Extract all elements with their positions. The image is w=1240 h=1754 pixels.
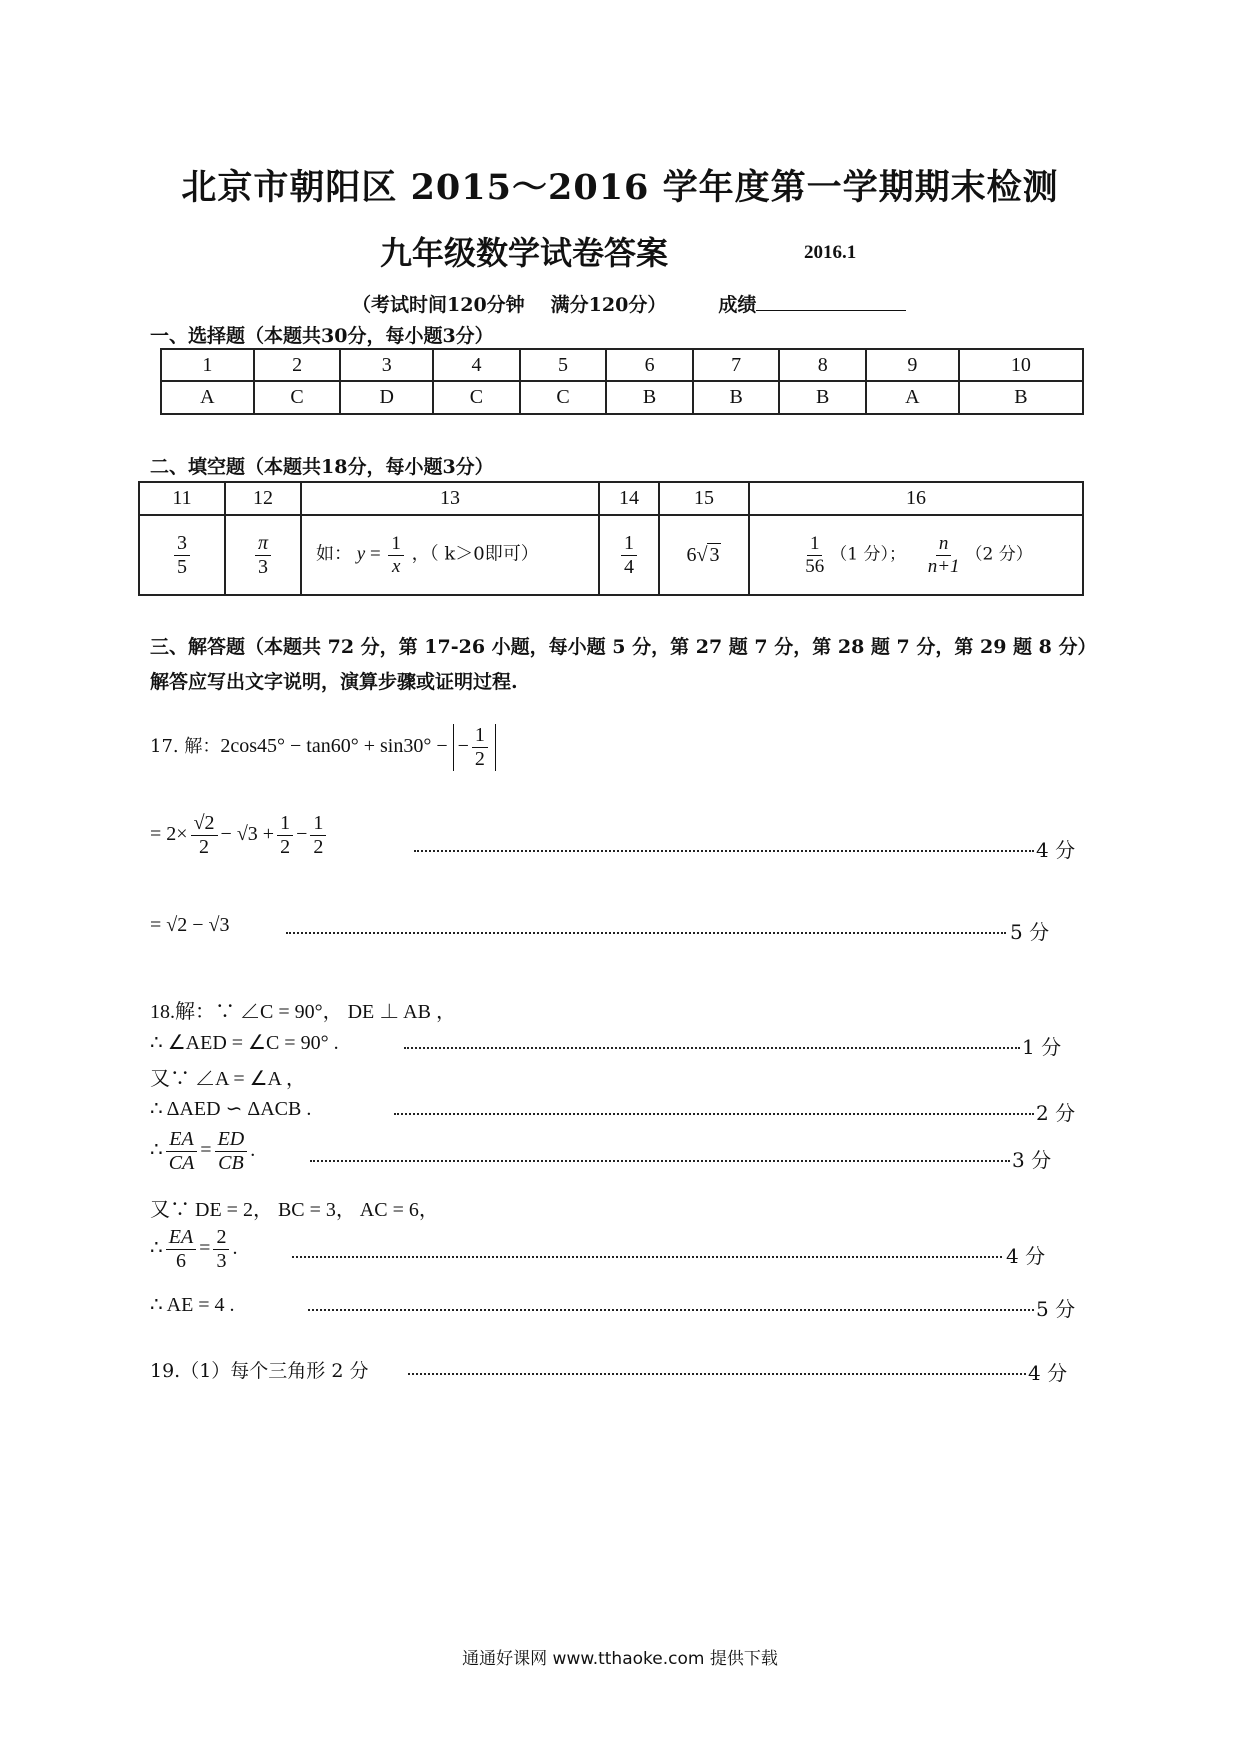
section1-heading: 一、选择题（本题共30分，每小题3分） [150, 325, 494, 347]
q17-line1 [150, 724, 496, 771]
q18-line4-score: 2 分 [1036, 1101, 1076, 1125]
equals: = [199, 1237, 211, 1260]
denominator: 2 [313, 836, 324, 858]
choice-answer: B [779, 381, 866, 414]
fraction [174, 532, 190, 579]
numerator: 1 [621, 532, 637, 556]
period: . [232, 1237, 238, 1260]
numerator: n [936, 533, 952, 556]
numerator: 2 [213, 1226, 229, 1250]
fill-answer-12 [225, 515, 301, 595]
step-prefix: = 2× [150, 823, 188, 846]
q17-step2-score: 5 分 [1010, 920, 1050, 944]
document-date: 2016.1 [804, 242, 857, 263]
q17-step1 [150, 812, 329, 859]
page-footer: 通通好课网 www.tthaoke.com 提供下载 [462, 1649, 778, 1669]
numerator: 3 [174, 532, 190, 556]
choice-answer-table [160, 348, 1084, 415]
example-prefix: 如： [316, 543, 352, 565]
score-blank[interactable] [756, 292, 906, 311]
choice-number: 4 [433, 349, 520, 381]
dotted-leader [404, 1047, 1020, 1049]
denominator: 5 [177, 555, 187, 578]
therefore: ∴ [150, 1237, 163, 1260]
dotted-leader [292, 1256, 1002, 1258]
exam-info [352, 290, 906, 317]
denominator: CB [218, 1152, 244, 1174]
dotted-leader [408, 1373, 1026, 1375]
numerator: 1 [277, 812, 293, 836]
numerator: EA [166, 1128, 196, 1152]
numerator: 1 [807, 533, 823, 556]
fill-number-row [139, 482, 1083, 515]
fraction [215, 1128, 248, 1175]
denominator: 2 [474, 748, 485, 770]
fraction [925, 533, 963, 578]
choice-number-row [161, 349, 1083, 381]
section2-heading: 二、填空题（本题共18分，每小题3分） [150, 456, 494, 478]
fraction [472, 724, 488, 771]
exam-full-label: 满分120分） [550, 294, 667, 316]
fraction [277, 812, 293, 859]
fraction [802, 533, 827, 578]
fill-number: 12 [225, 482, 301, 515]
fraction [310, 812, 326, 859]
dotted-leader [286, 932, 1006, 934]
q18-line2-score: 1 分 [1022, 1035, 1062, 1059]
denominator: 3 [216, 1250, 227, 1272]
choice-number: 2 [254, 349, 341, 381]
sqrt: √ 3 [696, 543, 720, 566]
q19-line1: 19.（1）每个三角形 2 分 [150, 1360, 369, 1382]
points-text: （1 分）； [830, 544, 906, 565]
numerator: ED [215, 1128, 248, 1152]
equals: = [369, 543, 381, 565]
fill-number: 13 [301, 482, 599, 515]
choice-number: 9 [866, 349, 959, 381]
numerator: 1 [388, 533, 404, 556]
numerator: EA [166, 1226, 196, 1250]
fraction [621, 532, 637, 579]
q18-line3: 又∵ ∠A = ∠A ， [150, 1068, 306, 1090]
choice-answer: B [693, 381, 780, 414]
fill-answer-table [138, 481, 1084, 596]
var-y: y [356, 543, 366, 565]
choice-answer: D [340, 381, 433, 414]
fraction [191, 812, 218, 859]
choice-number: 6 [606, 349, 693, 381]
q18-line8: ∴ AE = 4 . [150, 1294, 235, 1316]
score-label: 成绩 [718, 294, 757, 316]
numerator: π [255, 532, 271, 556]
fraction [166, 1128, 198, 1175]
choice-number: 3 [340, 349, 433, 381]
fill-answer-16 [749, 515, 1083, 595]
choice-number: 8 [779, 349, 866, 381]
q18-line8-score: 5 分 [1036, 1297, 1076, 1321]
document-subtitle: 九年级数学试卷答案 [380, 234, 669, 272]
period: . [250, 1139, 256, 1162]
choice-answer: B [606, 381, 693, 414]
denominator: x [391, 555, 401, 577]
q18-line1: 18.解：∵ ∠C = 90°， DE ⊥ AB ， [150, 1001, 456, 1023]
q18-line7-score: 4 分 [1006, 1244, 1046, 1268]
fill-number: 15 [659, 482, 749, 515]
denominator: 3 [258, 555, 268, 578]
fill-number: 14 [599, 482, 659, 515]
dotted-leader [308, 1309, 1034, 1311]
denominator: 6 [175, 1250, 186, 1272]
fill-number: 11 [139, 482, 225, 515]
fraction [166, 1226, 196, 1273]
choice-answer: C [433, 381, 520, 414]
fraction [255, 532, 271, 579]
q19-line1-score: 4 分 [1028, 1361, 1068, 1385]
choice-number: 5 [520, 349, 607, 381]
numerator: √2 [191, 812, 218, 836]
coefficient: 6 [686, 543, 697, 566]
numerator: 1 [310, 812, 326, 836]
q18-line6: 又∵ DE = 2， BC = 3， AC = 6， [150, 1199, 439, 1221]
denominator: 56 [805, 555, 825, 577]
choice-answer: A [161, 381, 254, 414]
fill-answer-row [139, 515, 1083, 595]
denominator: n+1 [927, 555, 960, 577]
step-middle: − √3 + [220, 823, 275, 846]
condition-text: ，（ k＞0即可） [411, 543, 539, 565]
section3-heading: 三、解答题（本题共 72 分，第 17-26 小题，每小题 5 分，第 27 题 7 分，第 28 题 7 分，第 29 题 8 分）解答应写出文字说明，演算步骤或证明过程. [150, 636, 1097, 693]
exam-time-label: （考试时间120分钟 [352, 294, 525, 316]
fill-answer-15 [659, 515, 749, 595]
fill-answer-14 [599, 515, 659, 595]
fill-answer-13 [301, 515, 599, 595]
dotted-leader [414, 850, 1034, 852]
denominator: 2 [199, 836, 210, 858]
equals: = [200, 1139, 212, 1162]
denominator: 2 [280, 836, 291, 858]
fill-answer-11 [139, 515, 225, 595]
choice-number: 1 [161, 349, 254, 381]
q17-label: 17. 解： [150, 736, 221, 758]
minus: − [457, 735, 469, 758]
q17-expression: 2cos45° − tan60° + sin30° − [220, 735, 453, 758]
dotted-leader [394, 1113, 1034, 1115]
fraction [388, 533, 404, 578]
denominator: 4 [624, 555, 634, 578]
choice-answer: A [866, 381, 959, 414]
points-text: （2 分） [965, 544, 1033, 565]
choice-number: 10 [959, 349, 1083, 381]
absolute-value [453, 724, 496, 771]
q18-line7 [150, 1226, 237, 1273]
q18-line2: ∴ ∠AED = ∠C = 90° . [150, 1032, 339, 1054]
document-title: 北京市朝阳区 2015～2016 学年度第一学期期末检测 [181, 167, 1059, 208]
q17-step2: = √2 − √3 [150, 914, 230, 936]
numerator: 1 [472, 724, 488, 748]
minus: − [296, 823, 308, 846]
radicand: 3 [709, 543, 720, 566]
therefore: ∴ [150, 1139, 163, 1162]
q18-line5-score: 3 分 [1012, 1148, 1052, 1172]
fraction [213, 1226, 229, 1273]
denominator: CA [168, 1152, 195, 1174]
dotted-leader [310, 1160, 1010, 1162]
q18-line4: ∴ ΔAED ∽ ΔACB . [150, 1098, 312, 1120]
choice-answer-row [161, 381, 1083, 414]
q18-line5 [150, 1128, 255, 1175]
choice-answer: C [520, 381, 607, 414]
choice-answer: B [959, 381, 1083, 414]
choice-answer: C [254, 381, 341, 414]
fill-number: 16 [749, 482, 1083, 515]
choice-number: 7 [693, 349, 780, 381]
q17-step1-score: 4 分 [1036, 838, 1076, 862]
